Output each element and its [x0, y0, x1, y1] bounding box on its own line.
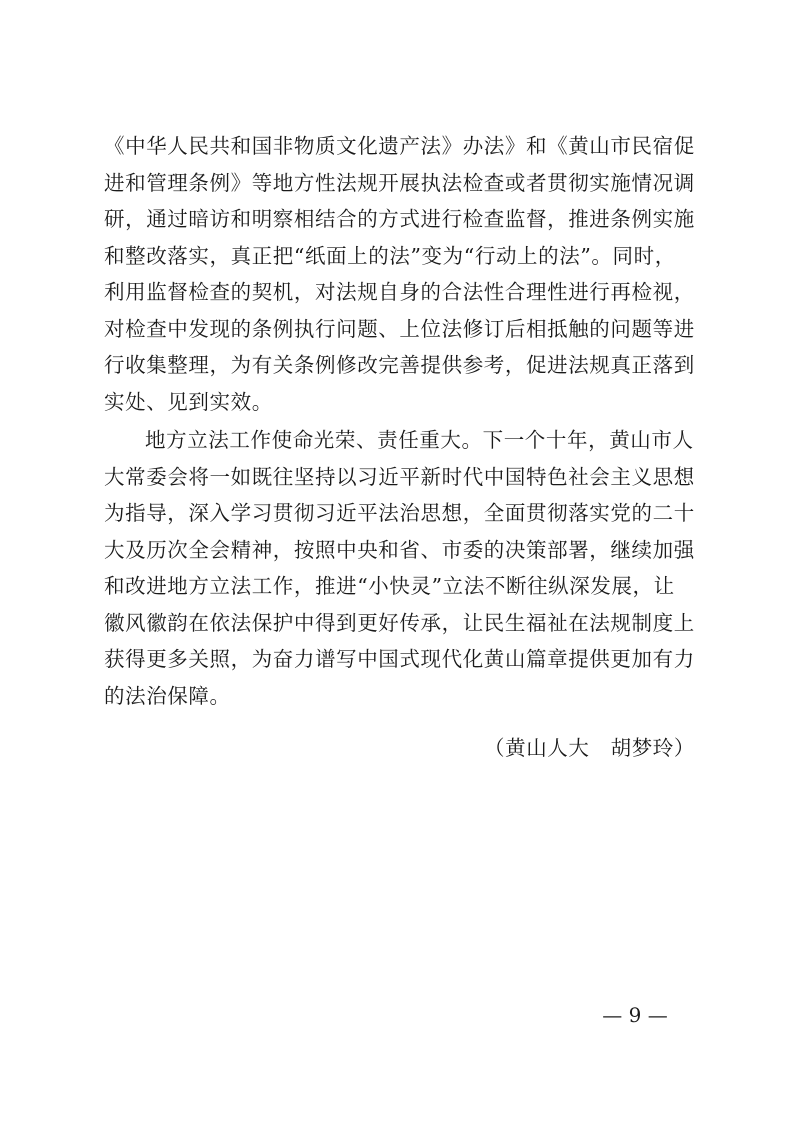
text-line: 研，通过暗访和明察相结合的方式进行检查监督，推进条例实施 — [104, 207, 695, 231]
paragraph-1 — [104, 128, 694, 420]
text-line: 徽风徽韵在依法保护中得到更好传承，让民生福祉在法规制度上 — [104, 610, 695, 635]
body-text — [104, 128, 694, 714]
text-line: 大常委会将一如既往坚持以习近平新时代中国特色社会主义思想 — [104, 464, 695, 489]
text-line: 和改进地方立法工作，推进“小快灵”立法不断往纵深发展，让 — [104, 574, 675, 598]
text-line: 地方立法工作使命光荣、责任重大。下一个十年，黄山市人 — [145, 428, 694, 452]
text-line: 对检查中发现的条例执行问题、上位法修订后相抵触的问题等进 — [104, 316, 695, 341]
text-line: 实处、见到实效。 — [104, 389, 273, 414]
paragraph-2 — [104, 422, 694, 714]
text-line: 为指导，深入学习贯彻习近平法治思想，全面贯彻落实党的二十 — [104, 501, 695, 525]
text-line: 获得更多关照，为奋力谱写中国式现代化黄山篇章提供更加有力 — [104, 647, 695, 671]
page-number: — 9 — — [602, 1003, 668, 1027]
text-line: 行收集整理，为有关条例修改完善提供参考，促进法规真正落到 — [104, 353, 695, 377]
text-line: 的法治保障。 — [104, 683, 231, 708]
text-line: 进和管理条例》等地方性法规开展执法检查或者贯彻实施情况调 — [104, 170, 695, 195]
text-line: 大及历次全会精神，按照中央和省、市委的决策部署，继续加强 — [104, 537, 695, 562]
text-line: 和整改落实，真正把“纸面上的法”变为“行动上的法”。同时， — [104, 243, 676, 268]
text-line: 《中华人民共和国非物质文化遗产法》办法》和《黄山市民宿促 — [104, 134, 695, 158]
text-line: 利用监督检查的契机，对法规自身的合法性合理性进行再检视， — [104, 280, 695, 304]
author-signature: （黄山人大 胡梦玲） — [484, 736, 695, 760]
